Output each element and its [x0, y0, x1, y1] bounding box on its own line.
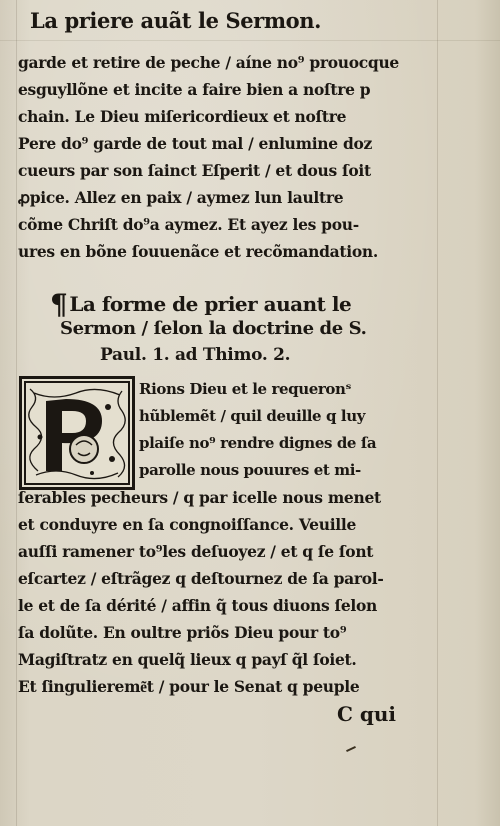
text-line: eſcartez / eſtrãgez q deſtournez de ſa parol- — [18, 569, 384, 588]
text-line: Pere do⁹ garde de tout mal / enlumine doz — [18, 134, 373, 153]
section-title-text: La forme de prier auant le — [69, 292, 352, 316]
text-line: auſſi ramener to⁹les deſuoyez / et q ſe ſont — [18, 542, 374, 561]
text-line: ſerables pecheurs / q par icelle nous menet — [18, 488, 381, 507]
margin-rule-right — [437, 0, 438, 826]
text-line: plaiſe no⁹ rendre dignes de ſa — [139, 434, 377, 452]
text-line: le et de ſa dérité / affin q̃ tous diuons ſelon — [18, 596, 378, 615]
text-line: Et ſinguliereme͂t / pour le Senat q peuple — [18, 677, 360, 696]
text-line: parolle nous pouures et mi- — [139, 461, 361, 479]
text-line: chain. Le Dieu miſericordieux et noſtre — [18, 107, 347, 126]
text-line: ſa dolũte. En oultre priõs Dieu pour to⁹ — [18, 623, 347, 642]
text-line: ꝓpice. Allez en paix / aymez lun laultre — [18, 188, 344, 207]
text-line: Magiſtratz en quelq̃ lieux q payſ q̃l ſoiet. — [18, 650, 357, 669]
ruled-line — [0, 40, 500, 41]
pilcrow-mark: ¶ — [50, 288, 68, 321]
catchword: C qui — [337, 702, 397, 726]
text-line: cueurs par son ſainct Eſperit / et dous ſoit — [18, 161, 371, 180]
text-line: cõme Chriſt do⁹a aymez. Et ayez les pou- — [18, 215, 359, 234]
section-title-line-3: Paul. 1. ad Thimo. 2. — [100, 345, 291, 365]
text-line: esguyllõne et incite a faire bien a noſtre p — [18, 80, 371, 99]
initial-letter-illustration — [22, 379, 132, 487]
text-line: et conduyre en ſa congnoiſſance. Veuille — [18, 515, 357, 534]
decorated-initial-p — [19, 376, 135, 490]
margin-rule-left — [16, 0, 17, 826]
text-line: garde et retire de peche / aíne no⁹ prouocque — [18, 53, 399, 72]
section-title-line-1 — [50, 288, 351, 321]
running-header: La priere auãt le Sermon. — [30, 8, 322, 33]
text-line: ures en bõne ſouuenãce et recõmandation. — [18, 242, 378, 261]
section-title-line-2: Sermon / ſelon la doctrine de S. — [60, 318, 367, 339]
text-line: Rions Dieu et le requeronˢ — [139, 380, 351, 398]
ink-mark — [346, 746, 356, 752]
text-line: hũblemẽt / quil deuille q luy — [139, 407, 366, 425]
